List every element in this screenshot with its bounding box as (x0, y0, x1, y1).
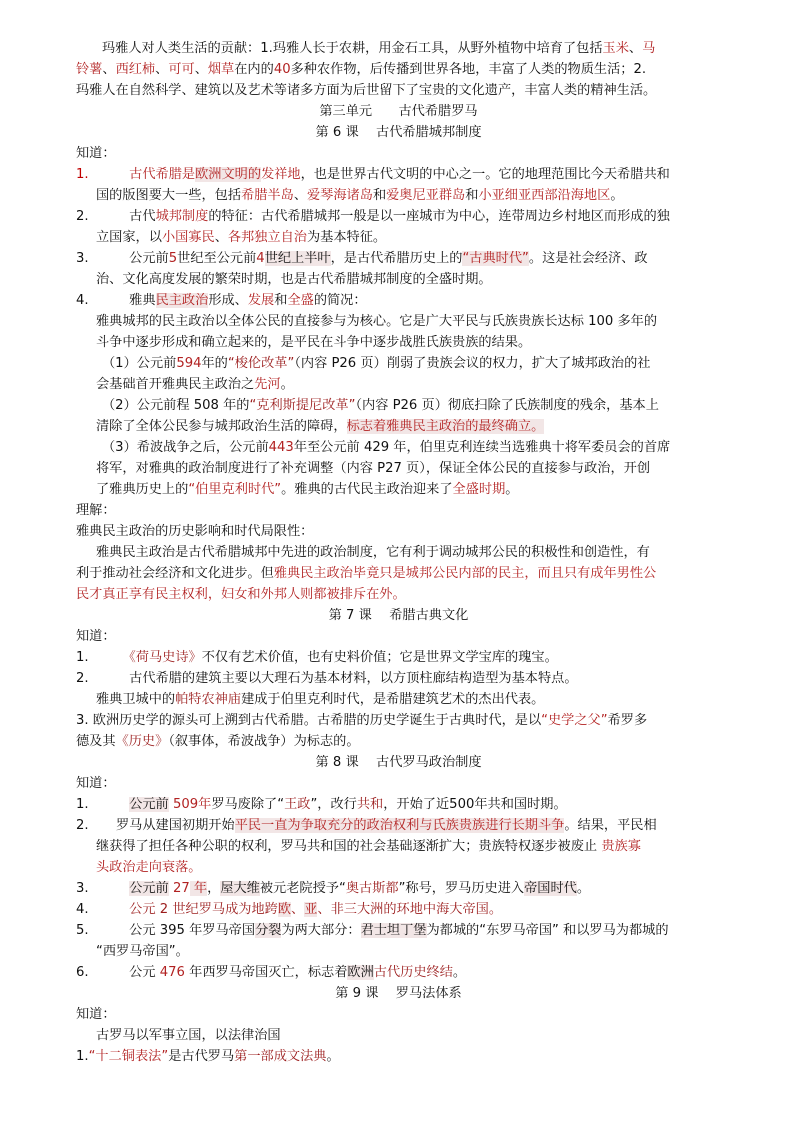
text-segment (116, 650, 129, 665)
text-segment: 476 (159, 965, 185, 980)
text-line (76, 59, 721, 80)
text-segment: 世纪至公元前 (177, 251, 257, 266)
text-segment: 标志着雅典民主政治的最终确立。 (346, 419, 545, 434)
list-number: 2. (76, 209, 89, 224)
text-segment: 理解： (76, 503, 116, 518)
text-segment: 。 (280, 377, 294, 392)
text-segment: 公元前 (129, 881, 169, 896)
section-heading (76, 122, 721, 143)
text-segment: “梭伦改革” (227, 356, 295, 371)
list-number: 1. (76, 650, 89, 665)
text-segment: 。雅典的古代民主政治迎来了 (281, 482, 453, 497)
text-segment: “古典时代” (462, 251, 529, 266)
text-line (76, 38, 721, 59)
text-segment: 。 (452, 965, 467, 980)
text-line (76, 80, 721, 101)
text-line (76, 332, 721, 353)
text-segment: 古代 (116, 209, 156, 224)
text-segment: 、 (293, 188, 307, 203)
text-segment: 王政 (284, 797, 311, 812)
text-line (76, 227, 721, 248)
text-segment: 公元 395 年罗马帝国 (116, 923, 256, 938)
text-segment: “十二铜表法” (88, 1049, 169, 1064)
text-segment: 年 (198, 797, 212, 812)
text-segment: 知道： (76, 146, 116, 161)
text-segment (116, 797, 129, 812)
text-line (76, 500, 721, 521)
text-segment: 君士坦丁堡 (360, 923, 427, 938)
text-segment: 希罗多 (607, 713, 648, 728)
text-segment: 、 (214, 230, 228, 245)
text-segment: 443 (268, 440, 294, 455)
text-segment: 年的 (201, 356, 228, 371)
text-segment: 的简况： (313, 293, 367, 308)
text-segment: 。 (610, 188, 624, 203)
section-heading (76, 752, 721, 773)
text-segment: 罗马从建国初期开始 (116, 818, 235, 833)
text-segment: 、非三大洲的环地中海大帝国。 (317, 902, 503, 917)
text-segment: 玛雅人对人类生活的贡献：1.玛雅人长于农耕，用金石工具，从野外植物中培育了包括 (102, 41, 603, 56)
text-segment: 公元前 (129, 797, 169, 812)
text-segment: ”称号，罗马历史进入 (398, 881, 525, 896)
text-segment: 古代希腊是 (116, 167, 196, 182)
text-line (76, 374, 721, 395)
text-segment: 雅典民主政治是古代希腊城邦中先进的政治制度，它有利于调动城邦公民的积极性和创造性，有 (96, 545, 650, 560)
text-segment: 5 (168, 251, 178, 266)
text-segment: 《荷马史诗》 (129, 650, 202, 665)
text-segment: 建成于伯里克利时代，是希腊建筑艺术的杰出代表。 (241, 692, 545, 707)
text-segment: 爱琴海诸岛 (307, 188, 373, 203)
text-line (76, 206, 721, 227)
text-segment: 为基本特征。 (307, 230, 387, 245)
text-line (76, 143, 721, 164)
text-segment: 小亚细亚西部沿海地区 (478, 188, 611, 203)
text-segment: 1. (76, 1049, 89, 1064)
text-segment: 是古代罗马 (168, 1049, 235, 1064)
text-segment: 594 (176, 356, 202, 371)
text-line (76, 416, 721, 437)
text-line (76, 920, 721, 941)
text-line (76, 395, 721, 416)
text-segment: 知道： (76, 629, 116, 644)
text-segment: 马 (642, 41, 656, 56)
text-segment: 斗争中逐步形成和确立起来的，是平民在斗争中逐步战胜氏族贵族的结果。 (96, 335, 532, 350)
text-line (76, 941, 721, 962)
text-line (76, 437, 721, 458)
text-segment: 罗马废除了“ (211, 797, 285, 812)
list-number: 4. (76, 293, 89, 308)
text-segment: 的特征：古代希腊城邦一般是以一座城市为中心，连带周边乡村地区而形成的独 (208, 209, 670, 224)
text-segment: 第 9 课 罗马法体系 (335, 986, 462, 1001)
text-line (76, 248, 721, 269)
text-segment: 头政治走向衰落。 (96, 860, 202, 875)
text-segment: ，开始了近500年共和国时期。 (383, 797, 567, 812)
text-segment: “伯里克利时代” (188, 482, 282, 497)
text-segment: 雅典民主政治毕竟只是城邦公民内部的民主，而且只有成年男性公 (273, 566, 657, 581)
text-segment: （内容 P26 页）彻底扫除了氏族制度的残余，基本上 (355, 398, 659, 413)
text-segment: 、 (291, 902, 305, 917)
text-segment: 第 6 课 古代希腊城邦制度 (315, 125, 482, 140)
text-segment: （1）公元前 (102, 356, 177, 371)
text-segment: 。结果，平民相 (564, 818, 657, 833)
text-segment: 雅典民主政治的历史影响和时代局限性： (76, 524, 314, 539)
section-heading (76, 983, 721, 1004)
text-segment: 会基础首开雅典民主政治之 (96, 377, 255, 392)
text-segment: 知道： (76, 776, 116, 791)
text-segment: 全盛时期 (452, 482, 506, 497)
text-segment: 玉米 (602, 41, 629, 56)
text-segment: 亚 (304, 902, 318, 917)
list-number: 2. (76, 818, 89, 833)
text-segment: 雅典 (116, 293, 156, 308)
text-segment: 治、文化高度发展的繁荣时期，也是古代希腊城邦制度的全盛时期。 (96, 272, 492, 287)
text-segment: 年 (189, 881, 208, 896)
text-segment: 、 (155, 62, 169, 77)
text-segment: 形成、 (208, 293, 248, 308)
text-segment: “克利斯提尼改革” (249, 398, 356, 413)
text-segment: 为都城的“东罗马帝国” 和以罗马为都城的 (426, 923, 669, 938)
text-line (76, 689, 721, 710)
text-segment: 。 (576, 881, 591, 896)
text-segment: 3. 欧洲历史学的源头可上溯到古代希腊。古希腊的历史学诞生于古典时代，是以 (76, 713, 542, 728)
text-segment: （3）希波战争之后，公元前 (102, 440, 269, 455)
text-line (76, 626, 721, 647)
text-segment: 先河 (254, 377, 281, 392)
text-line (76, 962, 721, 983)
text-segment: 爱奥尼亚群岛 (386, 188, 466, 203)
text-segment: 古代希腊的建筑主要以大理石为基本材料，以方顶柱廊结构造型为基本特点。 (116, 671, 578, 686)
text-segment: 多种农作物，后传播到世界各地，丰富了人类的物质生活；2. (290, 62, 647, 77)
text-segment: 欧洲文明的 (195, 167, 262, 182)
text-segment: ，也是世界古代文明的中心之一。它的地理范围比今天希腊共和 (300, 167, 670, 182)
text-segment: 被元老院授予“ (259, 881, 346, 896)
text-segment: 27 (172, 881, 190, 896)
text-segment: （2）公元前程 508 年的 (102, 398, 250, 413)
text-segment: ， (207, 881, 221, 896)
text-line (76, 668, 721, 689)
text-segment: 小国寡民 (161, 230, 215, 245)
text-line (76, 479, 721, 500)
text-line (76, 584, 721, 605)
text-segment: 城邦制度 (155, 209, 209, 224)
text-segment: 公元前 (116, 251, 169, 266)
text-segment: 第 7 课 希腊古典文化 (328, 608, 469, 623)
text-line (76, 521, 721, 542)
text-line (76, 836, 721, 857)
text-segment: 国的版图要大一些，包括 (96, 188, 242, 203)
text-segment: 可可 (168, 62, 195, 77)
list-number: 4. (76, 902, 89, 917)
text-segment: 。 (326, 1049, 340, 1064)
text-segment: 在内的 (234, 62, 274, 77)
text-line (76, 710, 721, 731)
text-segment: 共和 (356, 797, 384, 812)
text-segment: 40 (273, 62, 291, 77)
text-segment: 第一部成文法典 (234, 1049, 327, 1064)
list-number: 6. (76, 965, 89, 980)
text-line (76, 311, 721, 332)
text-line (76, 815, 721, 836)
text-segment: 发展 (247, 293, 275, 308)
text-segment: 欧洲 (347, 965, 374, 980)
list-number: 5. (76, 923, 89, 938)
text-segment: “西罗马帝国”。 (96, 944, 189, 959)
text-segment: 分裂 (255, 923, 282, 938)
list-number: 3. (76, 251, 89, 266)
text-segment: 清除了全体公民参与城邦政治生活的障碍， (96, 419, 347, 434)
text-line (76, 1004, 721, 1025)
text-line (76, 1025, 721, 1046)
text-line (76, 353, 721, 374)
text-segment: 民主政治 (155, 293, 209, 308)
text-segment: ，是古代希腊历史上的 (330, 251, 463, 266)
text-segment: 、 (628, 41, 643, 56)
text-line (76, 878, 721, 899)
text-line (76, 269, 721, 290)
text-segment: 贵族寡 (601, 839, 641, 854)
text-line (76, 773, 721, 794)
text-segment: 了雅典历史上的 (96, 482, 189, 497)
text-segment: 德及其 (76, 734, 116, 749)
text-segment: 平民一直为争取充分的政治权利与氏族贵族进行长期斗争 (234, 818, 565, 833)
text-line (76, 1046, 721, 1067)
text-segment: 雅典卫城中的 (96, 692, 176, 707)
text-line (76, 542, 721, 563)
text-segment: 发祥地 (261, 167, 301, 182)
text-segment: （叙事体，希波战争）为标志的。 (168, 734, 360, 749)
text-segment: 利于推动社会经济和文化进步。但 (76, 566, 274, 581)
text-segment: 民才真正享有民主权利，妇女和外邦人则都被排斥在外。 (76, 587, 406, 602)
text-segment: 第 8 课 古代罗马政治制度 (315, 755, 482, 770)
text-segment: 古罗马以军事立国，以法律治国 (96, 1028, 281, 1043)
text-segment: 将军，对雅典的政治制度进行了补充调整（内容 P27 页），保证全体公民的直接参与政治，开创 (96, 461, 651, 476)
text-segment: 、 (102, 62, 116, 77)
text-segment: 立国家，以 (96, 230, 162, 245)
text-segment: 知道： (76, 1007, 116, 1022)
text-segment: 和 (465, 188, 479, 203)
text-segment: （内容 P26 页）削弱了贵族会议的权力，扩大了城邦政治的社 (294, 356, 651, 371)
document-page (76, 38, 721, 1067)
text-segment: ”，改行 (310, 797, 357, 812)
text-segment: 西红柿 (115, 62, 156, 77)
text-line (76, 731, 721, 752)
text-segment: 509 (172, 797, 199, 812)
text-segment: 全盛 (287, 293, 314, 308)
text-segment: 不仅有艺术价值，也有史料价值；它是世界文学宝库的瑰宝。 (201, 650, 558, 665)
text-segment: 帝国时代 (524, 881, 577, 896)
list-number: 1. (76, 167, 89, 182)
text-line (76, 899, 721, 920)
text-segment: 为两大部分： (281, 923, 361, 938)
text-segment: 《历史》 (115, 734, 169, 749)
text-segment: 雅典城邦的民主政治以全体公民的直接参与为核心。它是广大平民与氏族贵族长达标 100 多年的 (96, 314, 658, 329)
text-segment: 公元 2 世纪罗马成为地跨 (116, 902, 278, 917)
text-segment: 继获得了担任各种公职的权利，罗马共和国的社会基础逐渐扩大；贵族特权逐步被废止 (96, 839, 602, 854)
section-heading (76, 101, 721, 122)
text-line (76, 290, 721, 311)
text-segment: 年至公元前 429 年，伯里克利连续当选雅典十将军委员会的首席 (293, 440, 671, 455)
list-number: 2. (76, 671, 89, 686)
text-segment: 古代历史终结 (373, 965, 453, 980)
list-number: 3. (76, 881, 89, 896)
section-heading (76, 605, 721, 626)
text-segment: 年西罗马帝国灭亡，标志着 (184, 965, 348, 980)
text-line (76, 185, 721, 206)
text-segment: 欧 (277, 902, 292, 917)
text-segment: 烟草 (207, 62, 235, 77)
text-segment: 。这是社会经济、政 (528, 251, 648, 266)
text-segment: 、 (194, 62, 208, 77)
text-segment: 各邦独立自治 (227, 230, 307, 245)
text-segment: “史学之父” (541, 713, 608, 728)
text-segment: 4 (256, 251, 265, 266)
text-segment: 希腊半岛 (241, 188, 294, 203)
text-segment: 奥古斯都 (345, 881, 399, 896)
text-line (76, 857, 721, 878)
text-segment: 第三单元 古代希腊罗马 (319, 104, 478, 119)
text-line (76, 458, 721, 479)
list-number: 1. (76, 797, 89, 812)
text-line (76, 647, 721, 668)
text-segment: 帕特农神庙 (175, 692, 242, 707)
text-segment: 和 (372, 188, 387, 203)
text-line (76, 794, 721, 815)
text-segment: 铃薯 (76, 62, 103, 77)
text-segment: 。 (505, 482, 519, 497)
text-segment: 和 (274, 293, 288, 308)
text-segment: 玛雅人在自然科学、建筑以及艺术等诸多方面为后世留下了宝贵的文化遗产，丰富人类的精神生活。 (76, 83, 657, 98)
text-segment: 屋大维 (220, 881, 260, 896)
text-line (76, 563, 721, 584)
text-segment (116, 881, 129, 896)
text-segment: 公元 (116, 965, 160, 980)
text-segment: 世纪上半叶 (264, 251, 331, 266)
text-line (76, 164, 721, 185)
